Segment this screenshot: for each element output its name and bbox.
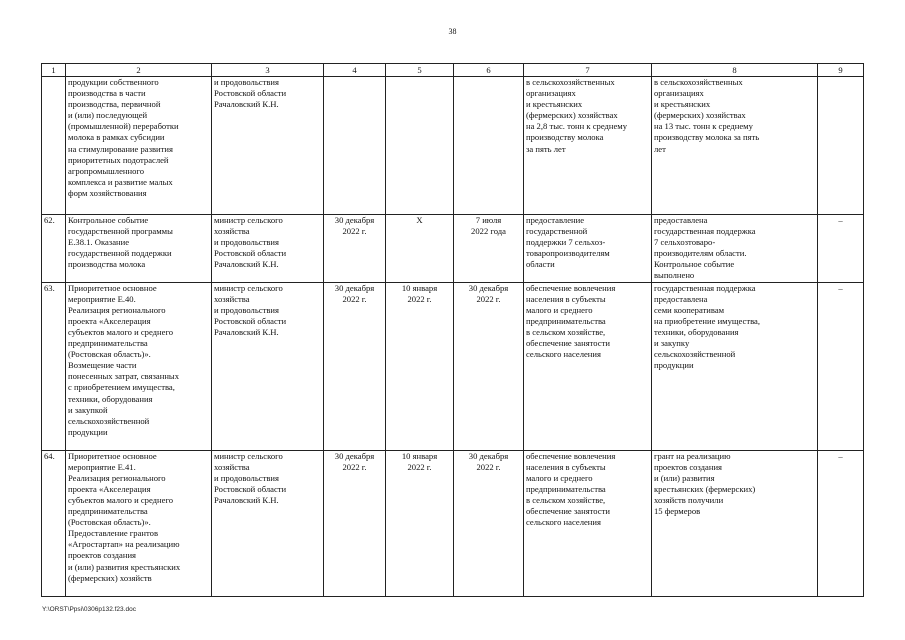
cell-text-line: субъектов малого и среднего xyxy=(68,494,174,505)
row-number-cell: 64. xyxy=(42,450,66,596)
cell-text-line: предпринимательства xyxy=(68,338,148,349)
cell-text-line: на 2,8 тыс. тонн к среднему xyxy=(526,121,628,132)
table-cell-c9 xyxy=(818,77,864,215)
cell-text-line: на 13 тыс. тонн к среднему xyxy=(654,121,753,132)
cell-text-line: 2022 г. xyxy=(407,293,432,304)
table-cell-c3 xyxy=(212,450,324,596)
cell-text-line: Приоритетное основное xyxy=(68,450,157,461)
cell-text-line: обеспечение вовлечения xyxy=(526,282,616,293)
cell-text-line: понесенных затрат, связанных xyxy=(68,371,180,382)
table-cell-c7 xyxy=(524,282,652,450)
cell-text-line: агропромышленного xyxy=(68,165,144,176)
cell-text-line: производства в части xyxy=(68,88,146,99)
cell-text-line: комплекса и развитие малых xyxy=(68,176,173,187)
cell-text-line: (промышленной) переработки xyxy=(68,121,179,132)
table-cell-c7 xyxy=(524,77,652,215)
cell-text-line: 30 декабря xyxy=(468,450,509,461)
cell-text-line: организациях xyxy=(526,88,576,99)
table-cell-c7 xyxy=(524,215,652,283)
table-cell-c8 xyxy=(652,282,818,450)
table-body xyxy=(42,64,864,597)
cell-text-line: обеспечение занятости xyxy=(526,338,610,349)
cell-text-line: 7 июля xyxy=(475,215,502,225)
cell-text-line: государственной поддержки xyxy=(68,248,172,259)
cell-text-line: X xyxy=(416,215,423,225)
cell-text-line: мероприятие Е.40. xyxy=(68,293,136,304)
cell-text-line: предоставлена xyxy=(654,215,708,225)
cell-text-line: министр сельского xyxy=(214,282,283,293)
cell-text-line: хозяйства xyxy=(214,226,250,237)
cell-text-line: Контрольное событие xyxy=(654,259,735,270)
cell-text-line: Е.38.1. Оказание xyxy=(68,237,130,248)
cell-text-line: области xyxy=(526,259,555,270)
cell-text-line: министр сельского xyxy=(214,215,283,225)
cell-text-line: 2022 г. xyxy=(407,461,432,472)
cell-text-line: продукции xyxy=(654,360,694,371)
cell-text-line: производству молока xyxy=(526,132,604,143)
cell-text-line: в сельскохозяйственных xyxy=(526,77,615,87)
cell-text-line: 30 декабря xyxy=(334,450,375,461)
table-cell-c7 xyxy=(524,450,652,596)
row-number-cell xyxy=(42,77,66,215)
cell-text-line: Рачаловский К.Н. xyxy=(214,494,279,505)
cell-text-line: государственная поддержка xyxy=(654,226,756,237)
cell-text-line: 2022 года xyxy=(471,226,506,237)
cell-text-line: производителям области. xyxy=(654,248,747,259)
cell-text-line: малого и среднего xyxy=(526,472,593,483)
table-cell-c3 xyxy=(212,77,324,215)
column-header: 2 xyxy=(66,64,212,77)
table-row xyxy=(42,450,864,596)
table-cell-c6 xyxy=(454,450,524,596)
cell-text-line: товаропроизводителям xyxy=(526,248,610,259)
cell-text-line: производству молока за пять xyxy=(654,132,760,143)
cell-text-line: Ростовской области xyxy=(214,248,287,259)
cell-text-line: 30 декабря xyxy=(334,282,375,293)
cell-text-line: и крестьянских xyxy=(526,99,583,110)
table-cell-c4 xyxy=(324,215,386,283)
cell-text-line: выполнено xyxy=(654,270,695,281)
table-cell-c4 xyxy=(324,282,386,450)
table-cell-c5 xyxy=(386,450,454,596)
cell-text-line: сельскохозяйственной xyxy=(68,415,150,426)
cell-text-line: 10 января xyxy=(401,282,438,293)
cell-text-line: техники, оборудования xyxy=(68,393,153,404)
cell-text-line: 30 декабря xyxy=(468,282,509,293)
cell-text-line: 2022 г. xyxy=(342,226,367,237)
column-header: 4 xyxy=(324,64,386,77)
cell-text-line: обеспечение вовлечения xyxy=(526,450,616,461)
cell-text-line: Ростовской области xyxy=(214,483,287,494)
cell-text-line: поддержки 7 сельхоз- xyxy=(526,237,606,248)
table-cell-c3 xyxy=(212,215,324,283)
cell-text-line: и (или) развития xyxy=(654,472,715,483)
cell-text-line: форм хозяйствования xyxy=(68,187,147,198)
cell-text-line: крестьянских (фермерских) xyxy=(654,483,756,494)
cell-text-line: (фермерских) хозяйствах xyxy=(526,110,618,121)
cell-text-line: 2022 г. xyxy=(342,461,367,472)
cell-text-line: предпринимательства xyxy=(68,506,148,517)
cell-text-line: «Агростартап» на реализацию xyxy=(68,539,180,550)
column-header: 1 xyxy=(42,64,66,77)
cell-text-line: Реализация регионального xyxy=(68,304,166,315)
cell-text-line: проектов создания xyxy=(654,461,723,472)
cell-text-line: предоставление xyxy=(526,215,585,225)
cell-text-line: (фермерских) хозяйств xyxy=(68,572,152,583)
cell-text-line: молока в рамках субсидии xyxy=(68,132,165,143)
row-number-cell: 63. xyxy=(42,282,66,450)
cell-text-line: 2022 г. xyxy=(476,461,501,472)
cell-text-line: и закупку xyxy=(654,338,690,349)
cell-text-line: обеспечение занятости xyxy=(526,506,610,517)
cell-text-line: и (или) развития крестьянских xyxy=(68,561,181,572)
cell-text-line: на стимулирование развития xyxy=(68,143,173,154)
cell-text-line: хозяйства xyxy=(214,461,250,472)
cell-text-line: предпринимательства xyxy=(526,315,606,326)
cell-text-line: хозяйства xyxy=(214,293,250,304)
cell-text-line: Рачаловский К.Н. xyxy=(214,259,279,270)
cell-text-line: (Ростовская область)». xyxy=(68,349,151,360)
cell-text-line: 10 января xyxy=(401,450,438,461)
table-cell-c8 xyxy=(652,77,818,215)
column-header: 5 xyxy=(386,64,454,77)
cell-text-line: проекта «Акселерация xyxy=(68,483,151,494)
table-cell-c9: – xyxy=(818,450,864,596)
cell-text-line: техники, оборудования xyxy=(654,326,739,337)
cell-text-line: Возмещение части xyxy=(68,360,137,371)
cell-text-line: производства, первичной xyxy=(68,99,161,110)
cell-text-line: (Ростовская область)». xyxy=(68,517,151,528)
cell-text-line: и крестьянских xyxy=(654,99,711,110)
cell-text-line: населения в субъекты xyxy=(526,293,606,304)
cell-text-line: проекта «Акселерация xyxy=(68,315,151,326)
cell-text-line: Рачаловский К.Н. xyxy=(214,99,279,110)
cell-text-line: и закупкой xyxy=(68,404,108,415)
cell-text-line: Приоритетное основное xyxy=(68,282,157,293)
cell-text-line: сельского населения xyxy=(526,517,601,528)
table-cell-c2 xyxy=(66,450,212,596)
table-cell-c5 xyxy=(386,77,454,215)
cell-text-line: и продовольствия xyxy=(214,237,279,248)
table-cell-c6 xyxy=(454,282,524,450)
cell-text-line: лет xyxy=(654,143,666,154)
table-row xyxy=(42,77,864,215)
cell-text-line: продукции xyxy=(68,426,108,437)
cell-text-line: в сельскохозяйственных xyxy=(654,77,743,87)
table-cell-c2 xyxy=(66,77,212,215)
cell-text-line: государственной программы xyxy=(68,226,173,237)
cell-text-line: и (или) последующей xyxy=(68,110,148,121)
table-cell-c4 xyxy=(324,77,386,215)
cell-text-line: населения в субъекты xyxy=(526,461,606,472)
cell-text-line: малого и среднего xyxy=(526,304,593,315)
table-cell-c4 xyxy=(324,450,386,596)
row-number-cell: 62. xyxy=(42,215,66,283)
cell-text-line: 30 декабря xyxy=(334,215,375,225)
cell-text-line: 2022 г. xyxy=(476,293,501,304)
cell-text-line: в сельском хозяйстве, xyxy=(526,494,606,505)
table-row xyxy=(42,215,864,283)
column-header: 3 xyxy=(212,64,324,77)
cell-text-line: и продовольствия xyxy=(214,304,279,315)
cell-text-line: Ростовской области xyxy=(214,88,287,99)
cell-text-line: с приобретением имущества, xyxy=(68,382,175,393)
column-header: 9 xyxy=(818,64,864,77)
table-cell-c3 xyxy=(212,282,324,450)
cell-text-line: на приобретение имущества, xyxy=(654,315,761,326)
cell-text-line: 15 фермеров xyxy=(654,506,701,517)
cell-text-line: за пять лет xyxy=(526,143,566,154)
table-cell-c5 xyxy=(386,282,454,450)
cell-text-line: министр сельского xyxy=(214,450,283,461)
header-row xyxy=(42,64,864,77)
column-header: 7 xyxy=(524,64,652,77)
cell-text-line: и продовольствия xyxy=(214,472,279,483)
table-cell-c2 xyxy=(66,282,212,450)
cell-text-line: предоставлена xyxy=(654,293,708,304)
table-cell-c2 xyxy=(66,215,212,283)
table-row xyxy=(42,282,864,450)
cell-text-line: приоритетных подотраслей xyxy=(68,154,169,165)
cell-text-line: 2022 г. xyxy=(342,293,367,304)
cell-text-line: государственная поддержка xyxy=(654,282,756,293)
table-cell-c9: – xyxy=(818,282,864,450)
cell-text-line: грант на реализацию xyxy=(654,450,731,461)
report-table xyxy=(41,63,864,597)
cell-text-line: государственной xyxy=(526,226,588,237)
cell-text-line: и продовольствия xyxy=(214,77,279,87)
column-header: 8 xyxy=(652,64,818,77)
page-number: 38 xyxy=(448,27,457,36)
cell-text-line: 7 сельхозтоваро- xyxy=(654,237,716,248)
cell-text-line: мероприятие Е.41. xyxy=(68,461,136,472)
table-cell-c6 xyxy=(454,215,524,283)
table-cell-c8 xyxy=(652,215,818,283)
column-header: 6 xyxy=(454,64,524,77)
table-cell-c9: – xyxy=(818,215,864,283)
cell-text-line: субъектов малого и среднего xyxy=(68,326,174,337)
cell-text-line: Рачаловский К.Н. xyxy=(214,326,279,337)
cell-text-line: Ростовской области xyxy=(214,315,287,326)
cell-text-line: продукции собственного xyxy=(68,77,159,87)
cell-text-line: производства молока xyxy=(68,259,146,270)
cell-text-line: предпринимательства xyxy=(526,483,606,494)
table-cell-c5 xyxy=(386,215,454,283)
cell-text-line: (фермерских) хозяйствах xyxy=(654,110,746,121)
cell-text-line: хозяйств получили xyxy=(654,494,724,505)
cell-text-line: Контрольное событие xyxy=(68,215,149,225)
table-cell-c8 xyxy=(652,450,818,596)
file-path-footer: Y:\ORST\Ppsi\0306p132.f23.doc xyxy=(42,606,136,613)
cell-text-line: проектов создания xyxy=(68,550,137,561)
table-cell-c6 xyxy=(454,77,524,215)
cell-text-line: в сельском хозяйстве, xyxy=(526,326,606,337)
cell-text-line: Предоставление грантов xyxy=(68,528,159,539)
cell-text-line: сельского населения xyxy=(526,349,601,360)
cell-text-line: организациях xyxy=(654,88,704,99)
cell-text-line: Реализация регионального xyxy=(68,472,166,483)
cell-text-line: семи кооперативам xyxy=(654,304,725,315)
cell-text-line: сельскохозяйственной xyxy=(654,349,736,360)
